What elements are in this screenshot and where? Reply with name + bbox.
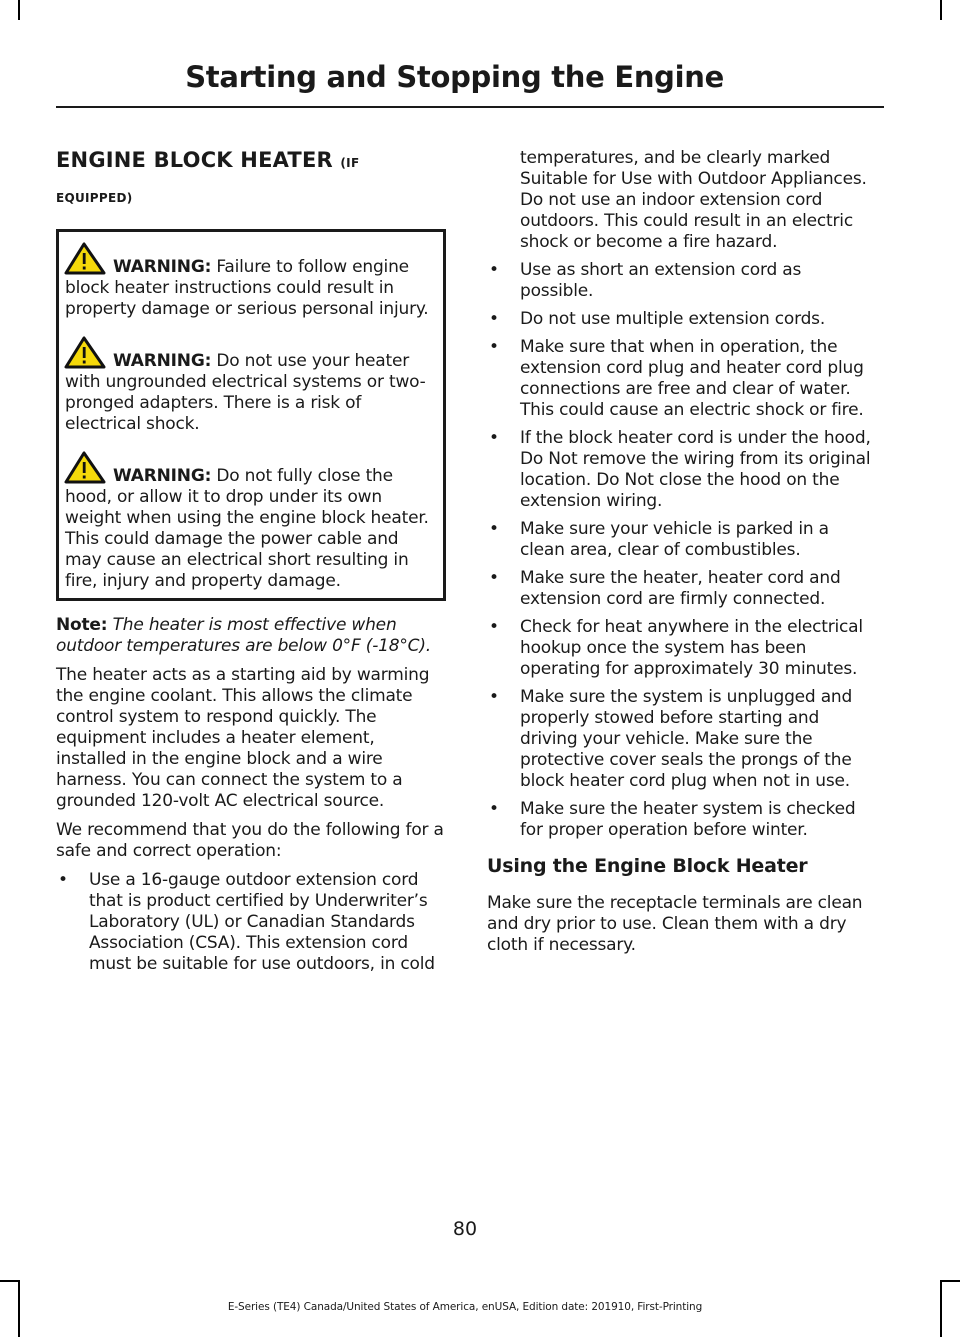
list-item-text: Check for heat anywhere in the electrical hookup once the system has been operating for approximately 30 minutes. <box>520 617 863 679</box>
page-number: 80 <box>452 1218 478 1240</box>
crop-mark-bottom-right-h <box>940 1280 960 1282</box>
list-item-text: Make sure the system is unplugged and properly stowed before starting and driving your vehicle. Make sure the protective cover seals the prongs of the block heater cord plug when not in use. <box>520 687 853 791</box>
bullet-marker: • <box>489 687 499 707</box>
bullet-marker: • <box>489 799 499 819</box>
section-heading <box>56 140 446 183</box>
bullet-list <box>487 260 877 841</box>
list-item-text: Make sure the heater, heater cord and extension cord are firmly connected. <box>520 568 841 609</box>
list-item-text: If the block heater cord is under the hood, Do Not remove the wiring from its original location. Do Not close the hood on the extension wiring. <box>520 428 871 511</box>
paragraph: We recommend that you do the following for a safe and correct operation: <box>56 820 444 861</box>
note-text: The heater is most effective when outdoor temperatures are below 0°F (-18°C). <box>56 615 431 656</box>
list-item-text: Make sure the heater system is checked for proper operation before winter. <box>520 799 856 840</box>
list-item-text: Make sure that when in operation, the extension cord plug and heater cord plug connections are free and clear of water. This could cause an electric shock or fire. <box>520 337 864 420</box>
crop-mark-top-right <box>940 0 942 20</box>
list-item <box>487 260 877 302</box>
warning-text: Failure to follow engine block heater instructions could result in property damage or serious personal injury. <box>65 257 429 319</box>
right-column <box>487 148 877 964</box>
crop-mark-bottom-left-h <box>0 1280 20 1282</box>
section-title-small: (IF <box>340 156 360 170</box>
warning-box <box>56 229 446 601</box>
list-item-text: Do not use multiple extension cords. <box>520 309 826 329</box>
left-column <box>56 140 446 985</box>
list-item <box>487 799 877 841</box>
bullet-marker: • <box>489 519 499 539</box>
warning-label: WARNING: <box>113 257 212 277</box>
bullet-marker: • <box>489 568 499 588</box>
warning-item <box>65 242 437 320</box>
warning-item <box>65 451 437 592</box>
bullet-list <box>56 870 446 975</box>
list-item <box>487 568 877 610</box>
subsection-text: Make sure the receptacle terminals are clean and dry prior to use. Clean them with a dry cloth if necessary. <box>487 893 863 955</box>
warning-text: Do not fully close the hood, or allow it to drop under its own weight when using the engine block heater. This could damage the power cable and may cause an electrical short resulting in fire, injury and property damage. <box>65 466 429 591</box>
crop-mark-bottom-right <box>940 1280 942 1337</box>
warning-triangle-icon <box>63 336 109 370</box>
list-item <box>487 337 877 421</box>
warning-item <box>65 336 437 435</box>
page-header-title: Starting and Stopping the Engine <box>185 60 724 94</box>
subsection-heading: Using the Engine Block Heater <box>487 855 808 877</box>
warning-text: Do not use your heater with ungrounded electrical systems or two-pronged adapters. There is a risk of electrical shock. <box>65 351 426 434</box>
header-rule <box>56 106 884 108</box>
footer-edition-info: E-Series (TE4) Canada/United States of America, enUSA, Edition date: 201910, First-Printing <box>227 1301 703 1313</box>
bullet-marker: • <box>58 870 68 890</box>
list-item-continued: temperatures, and be clearly marked Suitable for Use with Outdoor Appliances. Do not use an indoor extension cord outdoors. This could result in an electric shock or become a fire hazard. <box>520 148 867 252</box>
list-item <box>487 309 877 330</box>
warning-label: WARNING: <box>113 466 212 486</box>
bullet-marker: • <box>489 428 499 448</box>
bullet-marker: • <box>489 260 499 280</box>
list-item-text: Use a 16-gauge outdoor extension cord that is product certified by Underwriter’s Laboratory (UL) or Canadian Standards Association (CSA). This extension cord must be suitable for use outdoors, in cold <box>89 870 435 974</box>
list-item-text: Make sure your vehicle is parked in a clean area, clear of combustibles. <box>520 519 829 560</box>
list-item <box>56 870 446 975</box>
note <box>56 615 446 657</box>
list-item-text: Use as short an extension cord as possible. <box>520 260 802 301</box>
note-label: Note: <box>56 615 108 635</box>
list-item <box>487 428 877 512</box>
crop-mark-top-left <box>18 0 20 20</box>
warning-triangle-icon <box>63 451 109 485</box>
list-item <box>487 687 877 792</box>
section-title: ENGINE BLOCK HEATER <box>56 148 333 172</box>
list-item <box>487 617 877 680</box>
list-item <box>487 519 877 561</box>
bullet-marker: • <box>489 337 499 357</box>
paragraph: The heater acts as a starting aid by warming the engine coolant. This allows the climate control system to respond quickly. The equipment includes a heater element, installed in the engine block and a wire harness. You can connect the system to a grounded 120-volt AC electrical source. <box>56 665 430 811</box>
bullet-marker: • <box>489 309 499 329</box>
bullet-marker: • <box>489 617 499 637</box>
warning-triangle-icon <box>63 242 109 276</box>
warning-label: WARNING: <box>113 351 212 371</box>
section-title-continued: EQUIPPED) <box>56 191 133 205</box>
